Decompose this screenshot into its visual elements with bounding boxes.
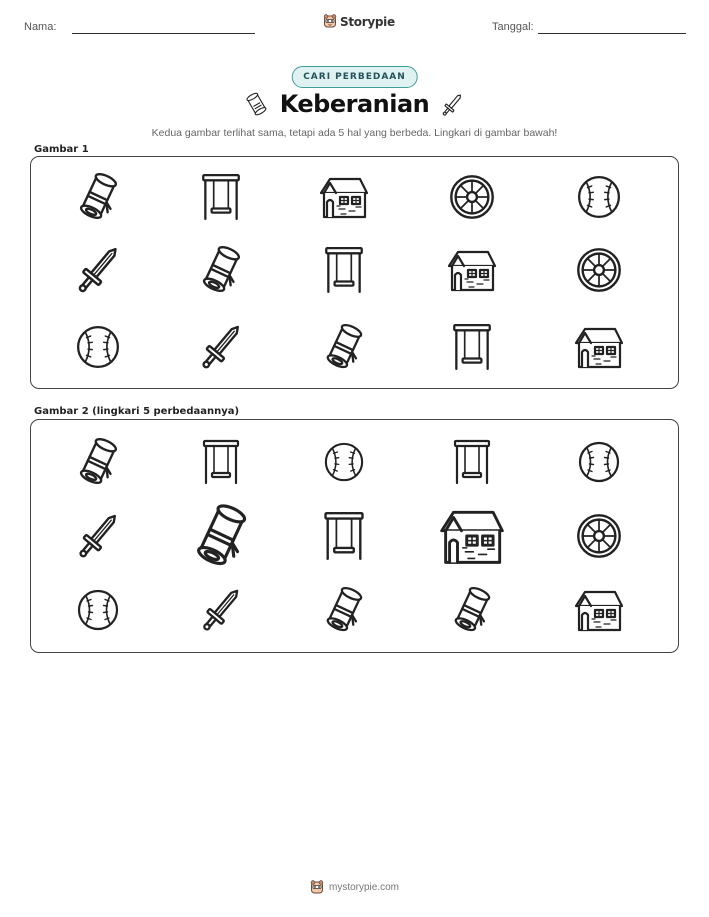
scroll-icon	[73, 172, 123, 222]
title-sword-icon	[440, 92, 464, 118]
date-line[interactable]	[538, 33, 686, 34]
swing-icon[interactable]	[450, 439, 494, 485]
shield-icon	[448, 173, 496, 221]
scroll-icon[interactable]	[191, 503, 251, 569]
scroll-icon[interactable]	[448, 586, 496, 634]
swing-icon	[199, 173, 243, 221]
activity-badge: CARI PERBEDAAN	[291, 66, 418, 88]
house-icon	[574, 325, 624, 369]
baseball-icon	[75, 324, 121, 370]
instructions: Kedua gambar terlihat sama, tetapi ada 5 hal yang berbeda. Lingkari di gambar bawah!	[151, 127, 558, 139]
baseball-icon	[576, 174, 622, 220]
mascot-icon	[323, 14, 337, 29]
mascot-icon	[310, 880, 324, 895]
scroll-icon[interactable]	[75, 437, 121, 487]
sword-icon[interactable]	[75, 511, 121, 561]
swing-icon	[450, 323, 494, 371]
house-icon[interactable]	[573, 588, 625, 632]
swing-icon	[322, 246, 366, 294]
footer	[0, 880, 709, 895]
sword-icon	[197, 322, 245, 372]
swing-icon[interactable]	[322, 511, 366, 561]
baseball-icon[interactable]	[76, 588, 120, 632]
picture-1-panel	[30, 156, 679, 389]
picture-2-panel[interactable]	[30, 419, 679, 653]
shield-icon[interactable]	[575, 512, 623, 560]
sword-icon	[75, 244, 121, 296]
name-label: Nama:	[24, 21, 57, 33]
name-line[interactable]	[72, 33, 255, 34]
scroll-icon	[197, 245, 245, 295]
brand-logo	[323, 14, 395, 29]
brand-name: Storypie	[340, 14, 395, 29]
swing-icon[interactable]	[199, 439, 243, 485]
date-label: Tanggal:	[492, 21, 534, 33]
section1-label: Gambar 1	[34, 144, 89, 155]
page-title: Keberanian	[279, 90, 430, 118]
footer-url: mystorypie.com	[328, 882, 399, 893]
house-icon	[318, 175, 370, 219]
baseball-icon[interactable]	[577, 440, 621, 484]
scroll-icon	[322, 323, 366, 371]
house-icon	[447, 247, 497, 293]
house-icon[interactable]	[439, 507, 505, 565]
shield-icon	[575, 246, 623, 294]
section2-label: Gambar 2 (lingkari 5 perbedaannya)	[34, 406, 240, 417]
scroll-icon[interactable]	[322, 586, 366, 634]
baseball-icon[interactable]	[323, 441, 365, 483]
sword-icon[interactable]	[198, 586, 244, 634]
